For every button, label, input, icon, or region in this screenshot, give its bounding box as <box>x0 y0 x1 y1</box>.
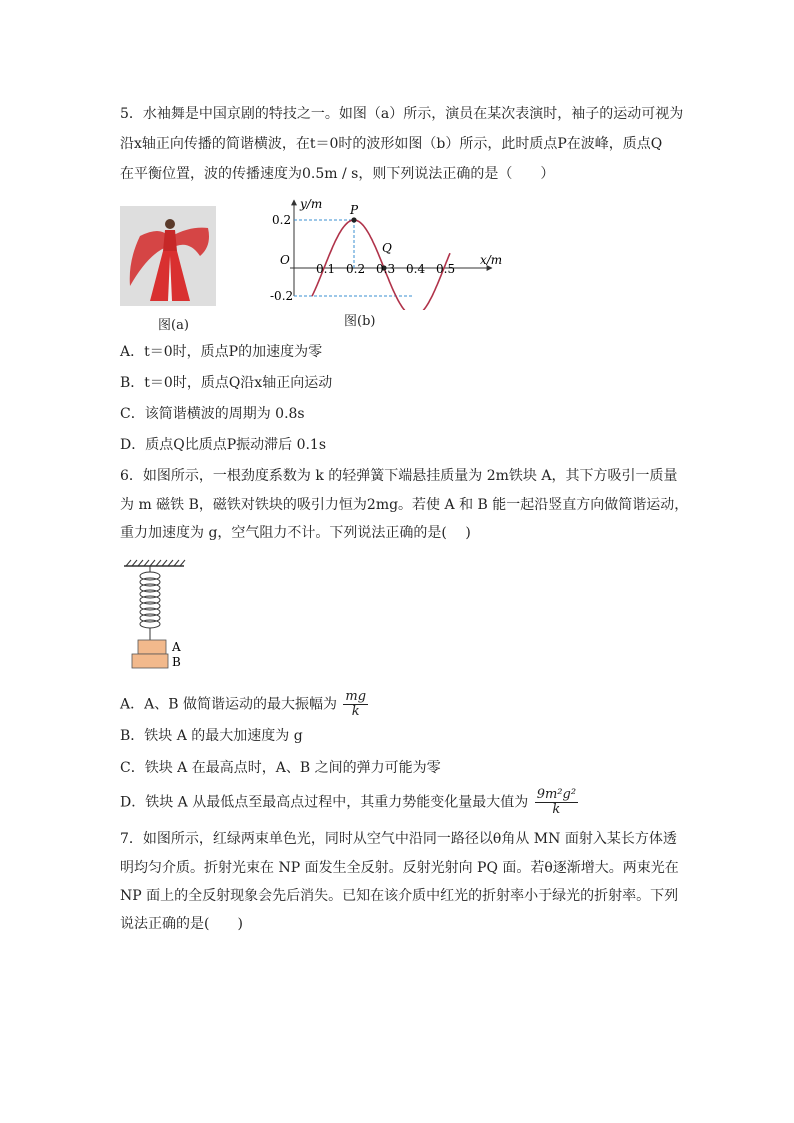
q7-line-1: 7．如图所示，红绿两束单色光，同时从空气中沿同一路径以θ角从 MN 面射入某长方体透 <box>120 831 677 847</box>
point-p-label: P <box>350 203 359 217</box>
q7-line-3: NP 面上的全反射现象会先后消失。已知在该介质中红光的折射率小于绿光的折射率。下列 <box>120 888 679 904</box>
q7-line-2: 明均匀介质。折射光束在 NP 面发生全反射。反射光射向 PQ 面。若θ逐渐增大。两束光在 <box>120 860 679 876</box>
q6-option-d-denominator: k <box>552 802 561 817</box>
x-tick-0.1: 0.1 <box>316 262 336 276</box>
q5-line-2: 沿x轴正向传播的简谐横波，在t＝0时的波形如图（b）所示，此时质点P在波峰，质点Q <box>120 136 663 152</box>
q6-line-3: 重力加速度为 g，空气阻力不计。下列说法正确的是( ) <box>120 525 471 541</box>
q5-line-1: 5．水袖舞是中国京剧的特技之一。如图（a）所示，演员在某次表演时，袖子的运动可视为 <box>120 106 684 122</box>
x-tick-0.2: 0.2 <box>346 262 366 276</box>
x-tick-0.3: 0.3 <box>376 262 396 276</box>
q7-line-4: 说法正确的是( ) <box>120 916 243 932</box>
point-p-dot <box>351 217 356 222</box>
caption-b: 图(b) <box>344 314 376 329</box>
q6-option-c: C．铁块 A 在最高点时，A、B 之间的弹力可能为零 <box>120 760 441 776</box>
q6-option-a-denominator: k <box>351 704 360 719</box>
q5-option-a: A．t＝0时，质点P的加速度为零 <box>120 344 323 360</box>
x-axis-label: x/m <box>480 253 503 267</box>
q6-option-d <box>120 788 578 817</box>
x-tick-0.4: 0.4 <box>406 262 426 276</box>
x-tick-0.5: 0.5 <box>436 262 456 276</box>
y-tick-0.2: 0.2 <box>272 213 292 227</box>
q6-option-d-text: D．铁块 A 从最低点至最高点过程中，其重力势能变化量最大值为 <box>120 794 529 811</box>
q6-option-a <box>120 690 368 719</box>
q5-option-b: B．t＝0时，质点Q沿x轴正向运动 <box>120 375 333 391</box>
caption-a: 图(a) <box>158 318 189 333</box>
q6-option-a-numerator: mg <box>345 689 367 704</box>
q6-option-a-text: A．A、B 做简谐运动的最大振幅为 <box>120 696 337 713</box>
y-axis-label: y/m <box>300 197 323 211</box>
q6-option-b: B．铁块 A 的最大加速度为 g <box>120 728 303 744</box>
block-b <box>132 654 168 668</box>
block-a-label: A <box>172 640 181 654</box>
y-tick-neg-0.2: -0.2 <box>270 289 294 303</box>
q6-line-2: 为 m 磁铁 B，磁铁对铁块的吸引力恒为2mg。若使 A 和 B 能一起沿竖直方向做简谐运动， <box>120 497 689 513</box>
dancer-illustration <box>120 206 216 306</box>
q6-option-d-numerator: 9m²g² <box>536 787 577 802</box>
spring-figure <box>118 556 198 672</box>
q6-option-d-fraction <box>535 788 578 817</box>
ceiling-hatch <box>126 560 185 566</box>
q6-option-a-fraction <box>343 690 368 719</box>
block-b-label: B <box>172 655 181 669</box>
q5-option-d: D．质点Q比质点P振动滞后 0.1s <box>120 437 327 453</box>
dancer-photo <box>120 206 216 306</box>
q5-option-c: C．该简谐横波的周期为 0.8s <box>120 406 305 422</box>
wave-graph <box>270 196 510 310</box>
q6-line-1: 6．如图所示，一根劲度系数为 k 的轻弹簧下端悬挂质量为 2m铁块 A，其下方吸引一质量 <box>120 468 678 484</box>
spring <box>140 566 160 640</box>
q5-line-3: 在平衡位置，波的传播速度为0.5m / s，则下列说法正确的是（ ） <box>120 166 555 182</box>
point-q-label: Q <box>382 241 392 255</box>
origin-label: O <box>280 253 290 267</box>
block-a <box>138 640 166 654</box>
